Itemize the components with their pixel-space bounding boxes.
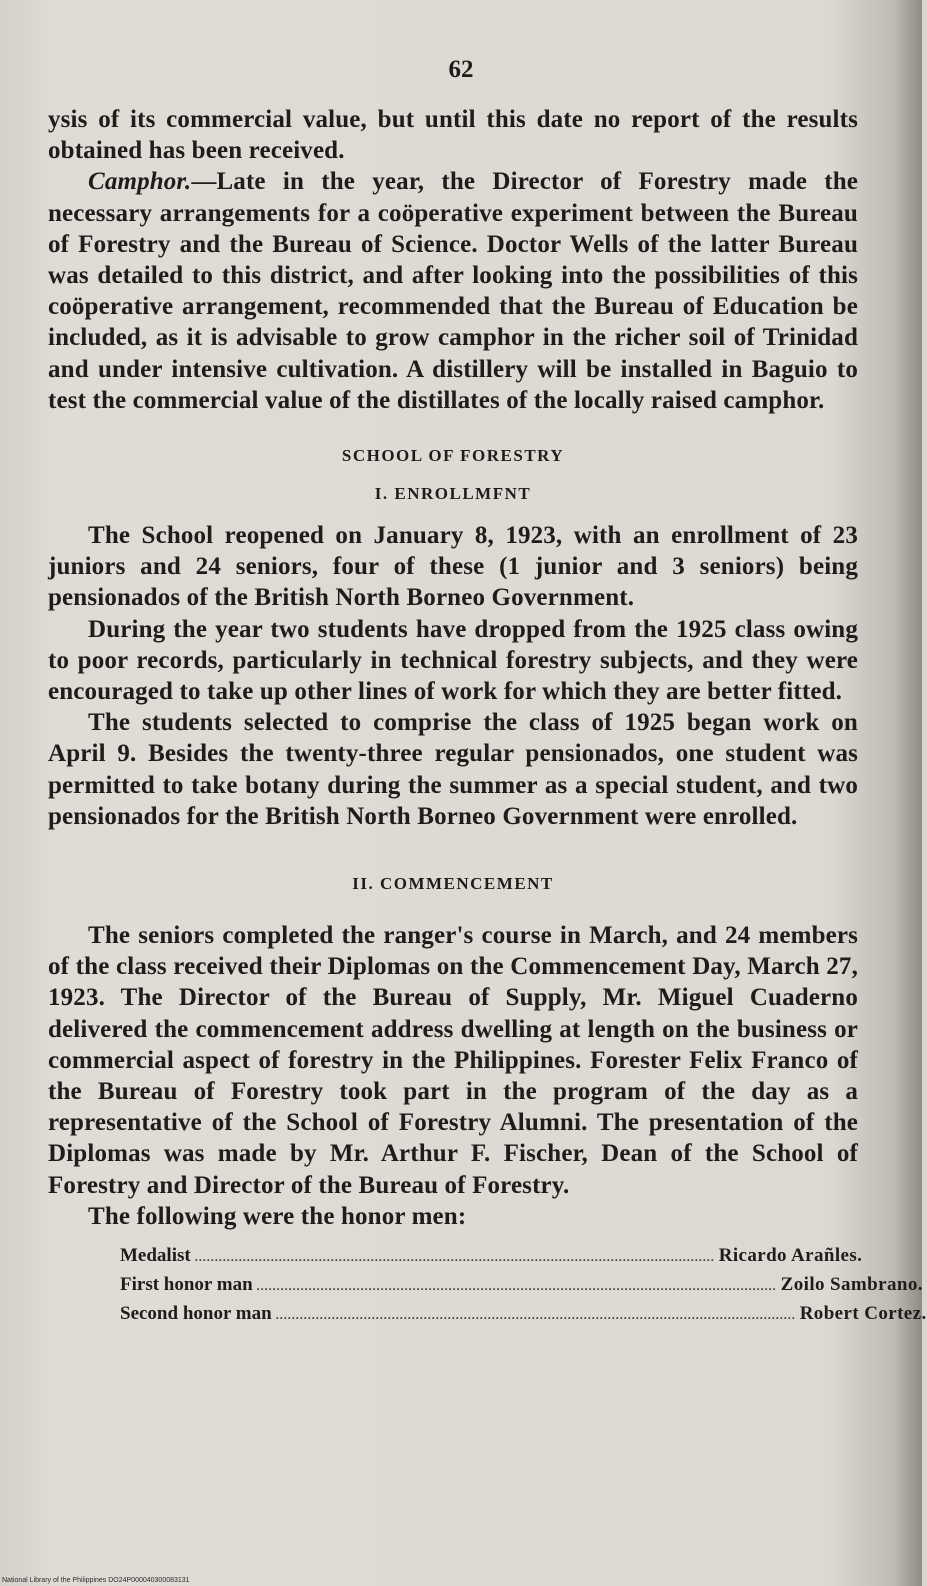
- leader-dots: ..................................................................................................................................: [194, 1250, 715, 1265]
- archive-footer: National Library of the Philippines DO24P000040300083131: [2, 1577, 190, 1584]
- honor-title: Second honor man: [120, 1303, 272, 1325]
- honor-name: Zoilo Sambrano.: [780, 1274, 923, 1296]
- enrollment-paragraph: The students selected to comprise the class of 1925 began work on April 9. Besides the twenty-three regular pensionados, one student was permitted to take botany during the summer as a special student, and two pensionados for the British North Borneo Government were enrolled.: [48, 709, 858, 830]
- enrollment-paragraph: The School reopened on January 8, 1923, with an enrollment of 23 juniors and 24 seniors, four of these (1 junior and 3 seniors) being pensionados of the British North Borneo Government.: [48, 522, 858, 612]
- honor-name: Ricardo Arañles.: [718, 1245, 863, 1267]
- honor-title: Medalist: [120, 1245, 191, 1267]
- honor-title: First honor man: [120, 1274, 253, 1296]
- page-number: 62: [448, 56, 474, 83]
- body-text: [48, 104, 927, 1329]
- leader-dots: ..................................................................................................................................: [256, 1279, 777, 1294]
- honor-list: [120, 1242, 927, 1329]
- honor-intro: The following were the honor men:: [88, 1202, 467, 1230]
- subsection-enrollment-heading: I. ENROLLMFNT: [374, 484, 532, 504]
- paragraph-continuation: ysis of its commercial value, but until this date no report of the results obtained has been received.: [48, 106, 858, 165]
- camphor-lead: Camphor.: [88, 168, 192, 196]
- section-heading: SCHOOL OF FORESTRY: [341, 446, 565, 466]
- honor-row: [120, 1300, 927, 1329]
- subsection-commencement-heading: II. COMMENCEMENT: [352, 874, 554, 894]
- commencement-paragraph: The seniors completed the ranger's course in March, and 24 members of the class received their Diplomas on the Commencement Day, March 27, 1923. The Director of the Bureau of Supply, Mr. Miguel Cuaderno delivered the commencement address dwelling at length on the business or commercial aspect of forestry in the Philippines. Forester Felix Franco of the Bureau of Forestry took part in the program of the day as a representative of the School of Forestry Alumni. The presentation of the Diplomas was made by Mr. Arthur F. Fischer, Dean of the School of Forestry and Director of the Bureau of Forestry.: [48, 922, 858, 1199]
- honor-row: [120, 1242, 863, 1271]
- camphor-text: —Late in the year, the Director of Forestry made the necessary arrangements for a coöperative experiment between the Bureau of Forestry and the Bureau of Science. Doctor Wells of the latter Bureau was detailed to this district, and after looking into the possibilities of this coöperative arrangement, recommended that the Bureau of Education be included, as it is advisable to grow camphor in the richer soil of Trinidad and under intensive cultivation. A distillery will be installed in Baguio to test the commercial value of the distillates of the locally raised camphor.: [48, 168, 858, 414]
- honor-name: Robert Cortez.: [799, 1303, 927, 1325]
- honor-row: [120, 1271, 923, 1300]
- enrollment-paragraph: During the year two students have dropped from the 1925 class owing to poor records, particularly in technical forestry subjects, and they were encouraged to take up other lines of work for which they are better fitted.: [48, 615, 858, 706]
- paragraph-camphor: [48, 166, 858, 416]
- leader-dots: ..................................................................................................................................: [275, 1308, 796, 1323]
